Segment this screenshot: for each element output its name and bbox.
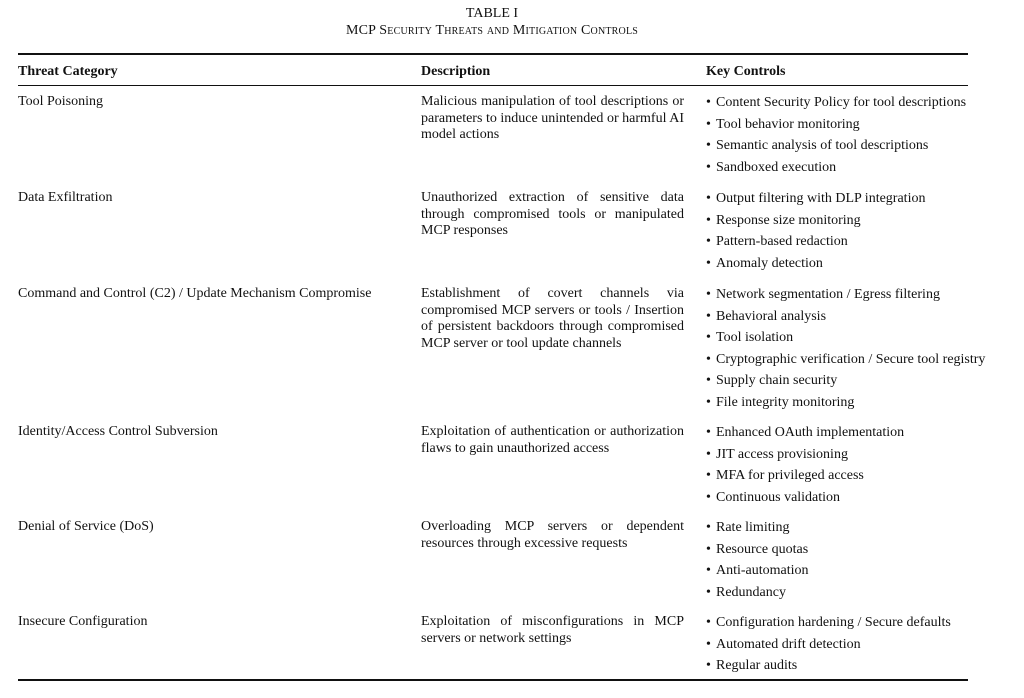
control-item: • JIT access provisioning: [706, 446, 848, 462]
key-controls-list: [706, 286, 1024, 415]
key-controls-list: [706, 190, 1024, 276]
table-number: TABLE I: [465, 6, 519, 21]
key-controls-list: [706, 614, 1024, 679]
table-title: MCP Security Threats and Mitigation Controls: [345, 23, 639, 38]
control-text: Behavioral analysis: [716, 308, 827, 324]
control-item: • Anomaly detection: [706, 255, 823, 271]
key-controls-list: [706, 424, 1024, 510]
control-text: Supply chain security: [716, 373, 838, 388]
key-controls-list: [706, 519, 1024, 605]
control-item: • Continuous validation: [706, 489, 841, 505]
control-text: JIT access provisioning: [716, 446, 848, 462]
control-item: • Resource quotas: [706, 541, 809, 557]
header-rule: [18, 85, 968, 86]
header-key-controls: Key Controls: [706, 64, 786, 79]
control-item: • Sandboxed execution: [706, 159, 837, 175]
control-item: • Behavioral analysis: [706, 308, 827, 324]
threat-description: Unauthorized extraction of sensitive data through compromised tools or manipulated MCP responses: [421, 190, 684, 238]
control-item: • File integrity monitoring: [706, 394, 855, 410]
control-item: • Pattern-based redaction: [706, 234, 848, 249]
control-item: • Network segmentation / Egress filtering: [706, 287, 940, 302]
threat-category: Identity/Access Control Subversion: [18, 424, 218, 439]
control-text: Automated drift detection: [716, 636, 861, 652]
control-text: Redundancy: [716, 584, 786, 600]
control-text: Response size monitoring: [716, 212, 861, 228]
threat-category: Data Exfiltration: [18, 190, 113, 205]
control-text: Network segmentation / Egress filtering: [716, 287, 940, 302]
bottom-rule: [18, 679, 968, 681]
control-item: • Response size monitoring: [706, 212, 861, 228]
threat-category: Denial of Service (DoS): [18, 519, 154, 534]
threat-description: Overloading MCP servers or dependent resources through excessive requests: [421, 519, 684, 551]
threat-category: Command and Control (C2) / Update Mechanism Compromise: [18, 286, 372, 301]
control-text: Output filtering with DLP integration: [716, 191, 926, 206]
header-description: Description: [421, 64, 491, 79]
control-item: • Content Security Policy for tool descriptions: [706, 95, 967, 110]
control-text: Configuration hardening / Secure defaults: [716, 615, 951, 630]
control-item: • Configuration hardening / Secure defaults: [706, 615, 951, 630]
control-item: • Redundancy: [706, 584, 786, 600]
header-threat-category: Threat Category: [18, 64, 118, 79]
threat-category: Insecure Configuration: [18, 614, 148, 629]
control-text: Sandboxed execution: [716, 159, 837, 175]
threat-description: Exploitation of misconfigurations in MCP servers or network settings: [421, 614, 684, 646]
control-text: Continuous validation: [716, 489, 841, 505]
control-text: Regular audits: [716, 658, 798, 673]
control-text: Cryptographic verification / Secure tool registry: [716, 351, 986, 367]
control-text: Pattern-based redaction: [716, 234, 848, 249]
control-text: Rate limiting: [716, 520, 790, 535]
key-controls-list: [706, 94, 1024, 180]
control-text: Content Security Policy for tool descriptions: [716, 95, 967, 110]
control-item: • Supply chain security: [706, 373, 838, 388]
control-item: • Anti-automation: [706, 563, 809, 578]
control-item: • Rate limiting: [706, 520, 790, 535]
control-item: • Automated drift detection: [706, 636, 861, 652]
control-text: Tool behavior monitoring: [716, 116, 860, 132]
control-text: File integrity monitoring: [716, 394, 855, 410]
control-item: • Enhanced OAuth implementation: [706, 425, 905, 440]
control-item: • Tool behavior monitoring: [706, 116, 860, 132]
threat-description: Establishment of covert channels via compromised MCP servers or tools / Insertion of persistent backdoors through compromised MCP server or tool update channels: [421, 286, 684, 351]
threat-category: Tool Poisoning: [18, 94, 103, 109]
control-item: • MFA for privileged access: [706, 468, 864, 483]
top-rule: [18, 53, 968, 55]
threat-description: Exploitation of authentication or authorization flaws to gain unauthorized access: [421, 424, 684, 456]
control-text: Semantic analysis of tool descriptions: [716, 138, 929, 153]
control-item: • Regular audits: [706, 658, 798, 673]
control-item: • Output filtering with DLP integration: [706, 191, 926, 206]
control-text: Anomaly detection: [716, 255, 823, 271]
control-item: • Tool isolation: [706, 330, 794, 345]
control-text: Tool isolation: [716, 330, 794, 345]
control-item: • Semantic analysis of tool descriptions: [706, 138, 929, 153]
control-item: • Cryptographic verification / Secure tool registry: [706, 351, 986, 367]
control-text: Anti-automation: [716, 563, 809, 578]
control-text: MFA for privileged access: [716, 468, 864, 483]
threat-description: Malicious manipulation of tool descriptions or parameters to induce unintended or harmful AI model actions: [421, 94, 684, 142]
control-text: Enhanced OAuth implementation: [716, 425, 905, 440]
control-text: Resource quotas: [716, 541, 809, 557]
